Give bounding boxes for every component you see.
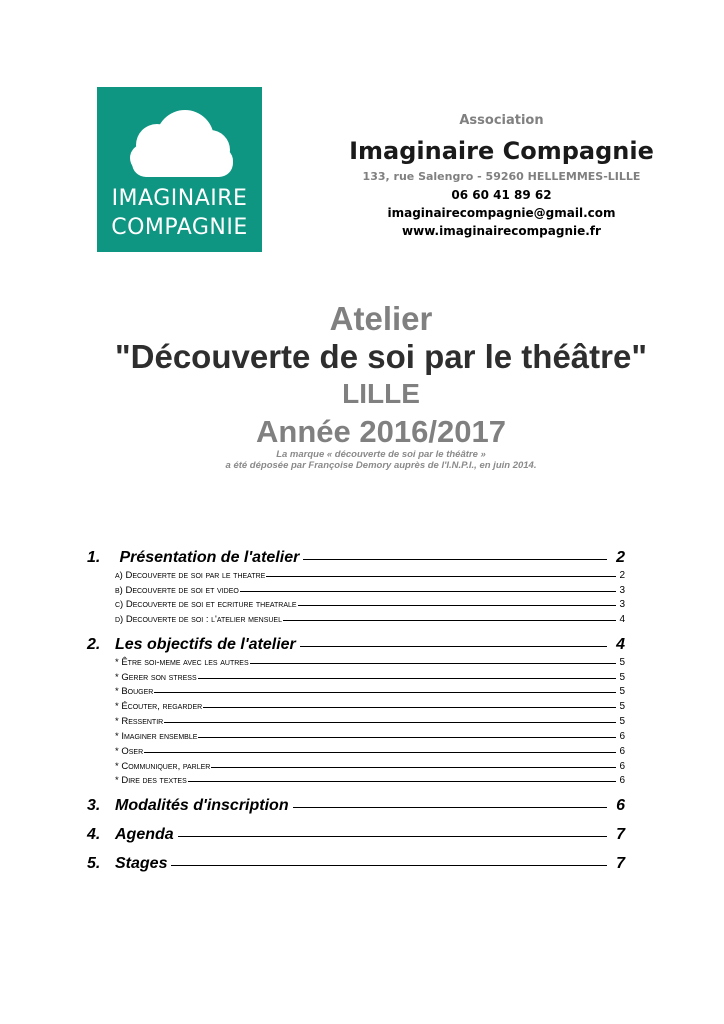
toc-item-page: 6 (619, 775, 625, 786)
toc-leader (240, 591, 616, 592)
toc-number: 4. (87, 826, 101, 843)
toc-item-label: * Oser (115, 746, 144, 757)
association-label: Association (459, 113, 544, 128)
toc-label: Agenda (115, 826, 174, 843)
toc-number: 2. (87, 636, 101, 653)
toc-leader (198, 737, 616, 738)
association-address: 133, rue Salengro - 59260 HELLEMMES-LILLE (362, 170, 641, 183)
toc-item-label: b) Decouverte de soi et video (115, 585, 239, 596)
toc-leader (293, 807, 607, 808)
toc-item-label: * Ressentir (115, 716, 164, 727)
toc-leader (171, 865, 607, 866)
title-city: LILLE (342, 378, 420, 409)
toc-item-label: * Être soi-meme avec les autres (115, 657, 249, 668)
toc-item[interactable] (115, 570, 625, 584)
toc-item[interactable] (115, 686, 625, 700)
toc-leader (154, 692, 616, 693)
toc-label: Modalités d'inscription (115, 797, 289, 814)
toc-leader (188, 781, 616, 782)
toc-item[interactable] (115, 731, 625, 745)
toc-page: 6 (616, 797, 625, 814)
toc-section-3[interactable] (87, 797, 625, 815)
toc-number: 5. (87, 855, 101, 872)
toc-leader (198, 678, 616, 679)
toc-leader (211, 767, 616, 768)
company-logo (97, 87, 262, 252)
toc-leader (283, 620, 616, 621)
toc-number: 1. (87, 549, 101, 566)
toc-item[interactable] (115, 614, 625, 628)
toc-item[interactable] (115, 585, 625, 599)
toc-item-label: * Imaginer ensemble (115, 731, 198, 742)
toc-item[interactable] (115, 599, 625, 613)
logo-line-1: IMAGINAIRE (111, 186, 248, 211)
toc-item-label: * Dire des textes (115, 775, 187, 786)
toc-label: Présentation de l'atelier (115, 549, 300, 566)
toc-item-page: 3 (619, 599, 625, 610)
toc-leader (300, 646, 607, 647)
toc-item-page: 5 (619, 716, 625, 727)
toc-item-page: 4 (619, 614, 625, 625)
association-website[interactable]: www.imaginairecompagnie.fr (402, 224, 601, 238)
toc-leader (303, 559, 607, 560)
trademark-note-2: a été déposée par Françoise Demory auprès de l'I.N.P.I., en juin 2014. (225, 460, 537, 471)
toc-item-page: 2 (619, 570, 625, 581)
toc-number: 3. (87, 797, 101, 814)
toc-item-page: 6 (619, 761, 625, 772)
trademark-note-1: La marque « découverte de soi par le théâtre » (276, 449, 486, 460)
title-atelier: Atelier (329, 300, 433, 337)
toc-item[interactable] (115, 716, 625, 730)
toc-leader (164, 722, 616, 723)
association-phone: 06 60 41 89 62 (451, 188, 552, 202)
toc-item-page: 3 (619, 585, 625, 596)
toc-item-page: 6 (619, 731, 625, 742)
toc-item-label: * Bouger (115, 686, 154, 697)
toc-leader (250, 663, 616, 664)
toc-label: Stages (115, 855, 168, 872)
toc-item[interactable] (115, 746, 625, 760)
title-year: Année 2016/2017 (256, 414, 506, 449)
toc-item-label: * Communiquer, parler (115, 761, 211, 772)
toc-item-label: d) Decouverte de soi : l'atelier mensuel (115, 614, 282, 625)
toc-section-1[interactable] (87, 549, 625, 567)
toc-item-page: 6 (619, 746, 625, 757)
association-email[interactable]: imaginairecompagnie@gmail.com (387, 206, 616, 220)
toc-item-label: * Écouter, regarder (115, 701, 203, 712)
toc-leader (266, 576, 616, 577)
toc-item-label: * Gerer son stress (115, 672, 197, 683)
toc-item-page: 5 (619, 686, 625, 697)
toc-page: 2 (616, 549, 625, 566)
toc-section-5[interactable] (87, 855, 625, 873)
association-name: Imaginaire Compagnie (349, 137, 654, 165)
toc-label: Les objectifs de l'atelier (115, 636, 296, 653)
toc-leader (298, 605, 616, 606)
toc-item-label: c) Decouverte de soi et ecriture theatrale (115, 599, 297, 610)
toc-item[interactable] (115, 701, 625, 715)
toc-leader (203, 707, 616, 708)
toc-section-2[interactable] (87, 636, 625, 654)
toc-page: 7 (616, 855, 625, 872)
toc-page: 4 (616, 636, 625, 653)
toc-item-page: 5 (619, 672, 625, 683)
title-main: "Découverte de soi par le théâtre" (115, 338, 647, 375)
toc-page: 7 (616, 826, 625, 843)
toc-leader (178, 836, 607, 837)
toc-item[interactable] (115, 672, 625, 686)
toc-leader (144, 752, 616, 753)
toc-item[interactable] (115, 657, 625, 671)
toc-item[interactable] (115, 775, 625, 789)
toc-item-page: 5 (619, 701, 625, 712)
logo-line-2: COMPAGNIE (111, 215, 248, 240)
toc-item-page: 5 (619, 657, 625, 668)
toc-section-4[interactable] (87, 826, 625, 844)
toc-item[interactable] (115, 761, 625, 775)
toc-item-label: a) Decouverte de soi par le theatre (115, 570, 266, 581)
